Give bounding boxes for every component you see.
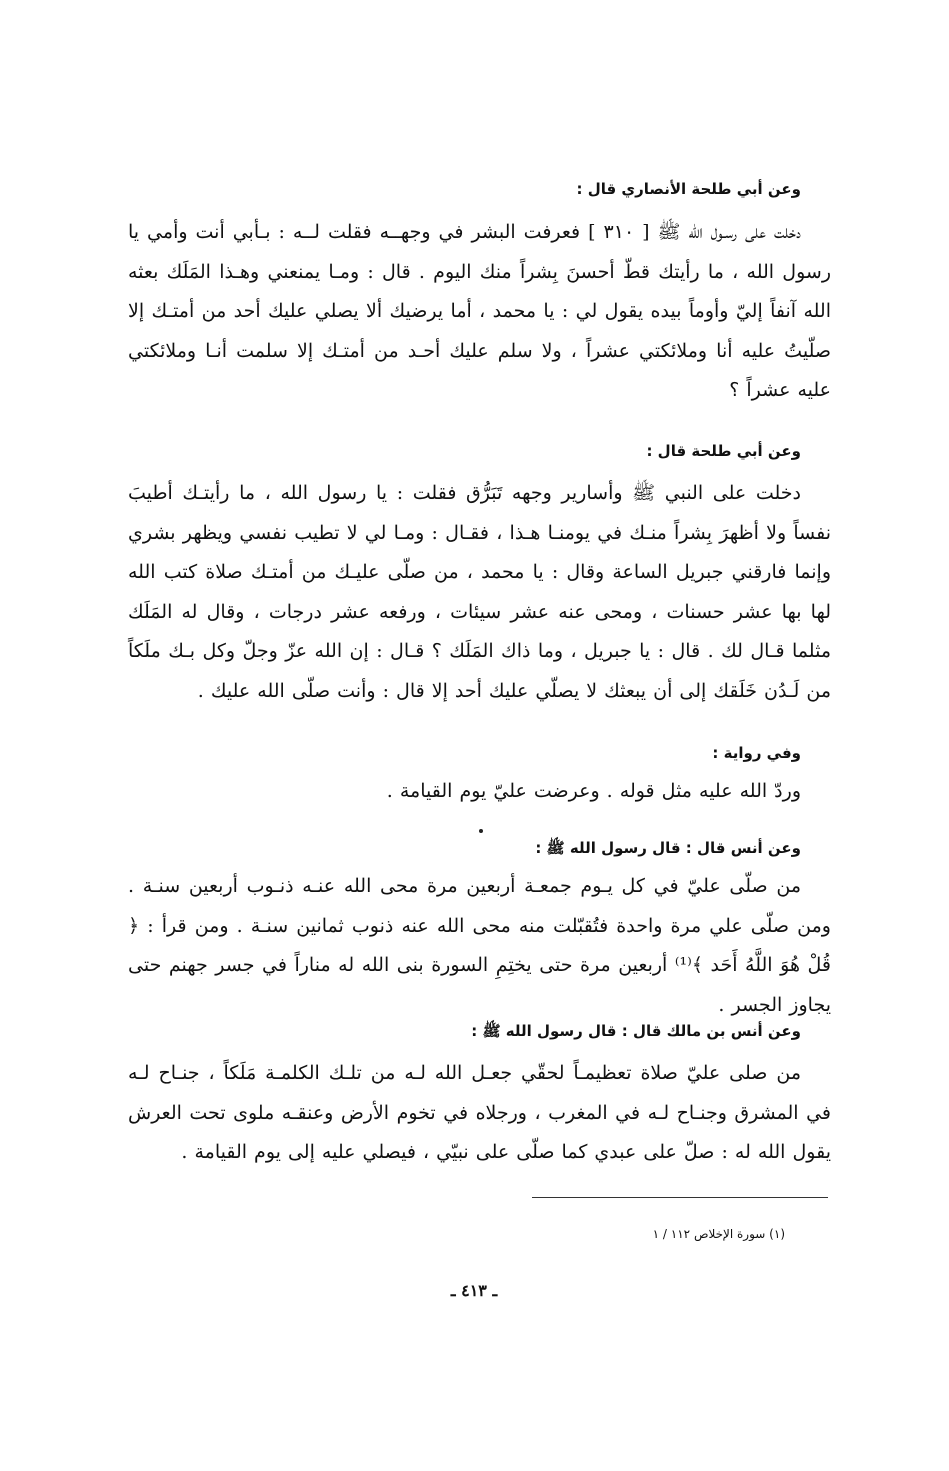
footnote: (١) سورة الإخلاص ١١٢ / ١ [652, 1227, 785, 1241]
hadith-anas-bin-malik [128, 1020, 831, 1173]
footnote-divider [532, 1197, 828, 1198]
hadith-anas [128, 837, 831, 1025]
section-text: دخلت على رسـول الله ﷺ [ ٣١٠ ] فعرفت البشر في وجهــه فقلت لــه : بـأبي أنت وأمي يا رسول الله ، ما رأيتك قطّ أحسنَ بِشراً منك اليوم . قال : ومـا يمنعني وهـذا المَلَك بعثه الله آنفاً إليّ وأوماً بيده يقول لي : يا محمد ، أما يرضيك ألا يصلي عليك أحد من أمتـك إلا صلّيتُ عليه أنا وملائكتي عشراً ، ولا سلم عليك أحـد من أمتـك إلا سلمت أنـا وملائكتي عليه عشراً ؟ [128, 221, 831, 401]
page-content [128, 170, 831, 1390]
section-heading: وعن أنس بن مالك قال : قال رسول الله ﷺ : [471, 1022, 801, 1040]
section-heading: وعن أبي طلحة قال : [646, 442, 801, 460]
section-text: من صلّى عليّ في كل يـوم جمعـة أربعين مرة محى الله عنـه ذنـوب أربعين سنـة . ومن صلّى علي مرة واحدة فتُقبّلت منه محى الله عنه ذنوب ثمانين سنـة . ومن قرأ : ﴿ قُلْ هُوَ اللَّهُ أَحَد ﴾⁽¹⁾ أربعين مرة حتى يختِمِ السورة بنى الله له مناراً في جسر جهنم حتى يجاوز الجسر . [128, 875, 831, 1016]
section-text: وردّ الله عليه مثل قوله . وعرضت عليّ يوم القيامة . [386, 780, 801, 802]
section-heading: وعن أبي طلحة الأنصاري قال : [576, 180, 801, 198]
hadith-riwaya [128, 742, 831, 812]
hadith-abu-talha [128, 440, 831, 711]
section-text: من صلى عليّ صلاة تعظيمـاً لحقّي جعـل الله لـه من تلـك الكلمـة مَلَكاً ، جنـاح لـه في المشرق وجنـاح لـه في المغرب ، ورجلاه في تخوم الأرض وعنقـه ملوى تحت العرش يقول الله له : صلّ على عبدي كما صلّى على نبيّي ، فيصلي عليه إلى يوم القيامة . [128, 1062, 831, 1163]
section-heading: وعن أنس قال : قال رسول الله ﷺ : [535, 839, 801, 857]
stray-dot [479, 829, 483, 833]
page-number: ـ ٤١٣ ـ [450, 1281, 498, 1300]
hadith-abu-talha-ansari [128, 178, 831, 411]
section-heading: وفي رواية : [712, 744, 801, 762]
section-text: دخلت على النبي ﷺ وأسارير وجهه تَبَرُّق فقلت : يا رسول الله ، ما رأيتـك أطيبَ نفساً ولا أظهرَ بِشراً منـك في يومنـا هـذا ، فقـال : ومـا لي لا تطيب نفسي ويظهر بشري وإنما فارقني جبريل الساعة وقال : يا محمد ، من صلّى عليـك من أمتـك صلاة كتب الله لها بها عشر حسنات ، ومحى عنه عشر سيئات ، ورفعه عشر درجات ، وقال له المَلَك مثلما قـال لك . قال : يا جبريل ، وما ذاك المَلَك ؟ قـال : إن الله عزّ وجلّ وكل بـك ملَكاً من لَـدُن خَلَقك إلى أن يبعثك لا يصلّي عليك أحد إلا قال : وأنت صلّى الله عليك . [128, 482, 831, 702]
